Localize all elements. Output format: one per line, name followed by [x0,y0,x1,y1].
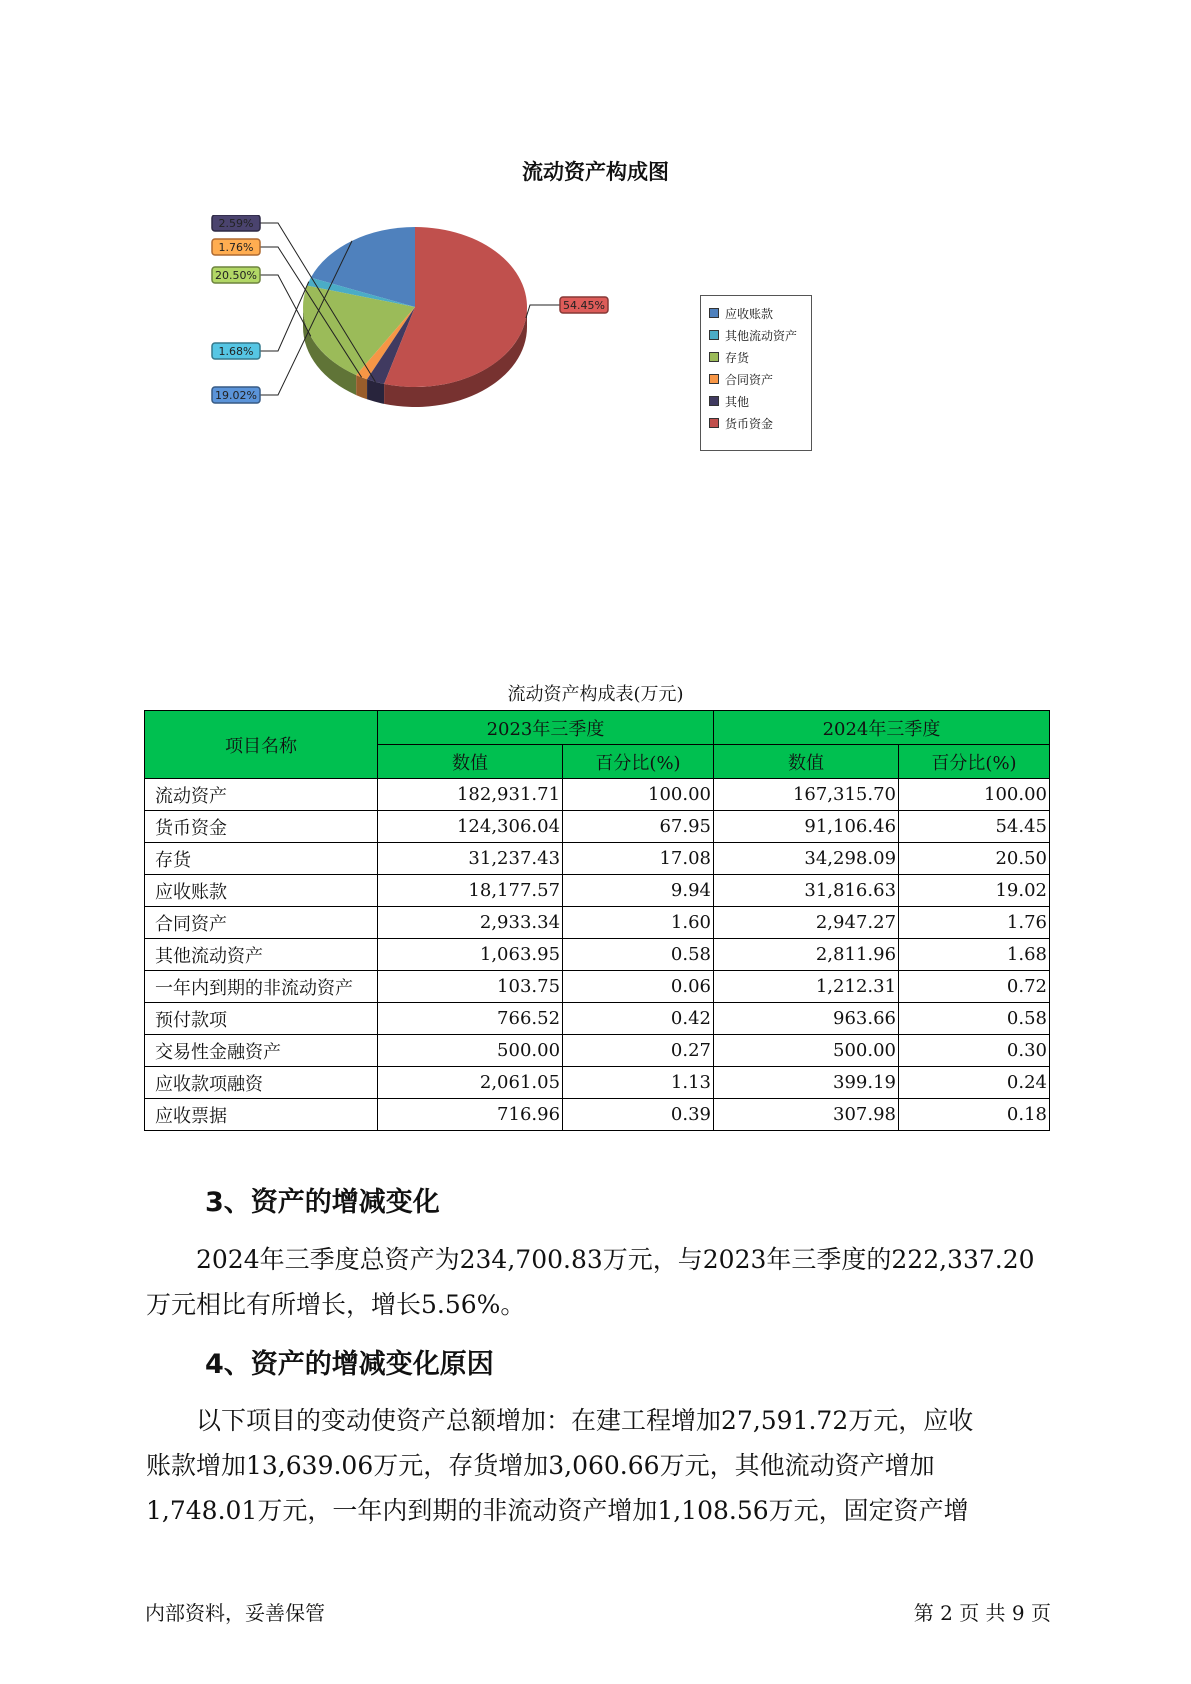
value-2024: 500.00 [713,1035,898,1067]
value-2023: 31,237.43 [378,843,563,875]
header-value-2024: 数值 [713,745,898,779]
value-2024: 399.19 [713,1067,898,1099]
row-name: 交易性金融资产 [145,1035,378,1067]
legend-label: 合同资产 [725,372,774,387]
value-2023: 766.52 [378,1003,563,1035]
value-2023: 500.00 [378,1035,563,1067]
table-row [145,875,1050,907]
percent-2023: 0.39 [563,1099,714,1131]
value-2024: 31,816.63 [713,875,898,907]
header-period-2024: 2024年三季度 [713,711,1049,745]
table-row [145,1099,1050,1131]
value-2024: 963.66 [713,1003,898,1035]
percent-2023: 0.42 [563,1003,714,1035]
value-2024: 307.98 [713,1099,898,1131]
legend-label: 其他流动资产 [725,328,798,343]
section4-heading: 4、资产的增减变化原因 [205,1349,494,1380]
chart-title: 流动资产构成图 [522,160,669,184]
table-row [145,843,1050,875]
header-period-2023: 2023年三季度 [378,711,714,745]
paragraph-line: 以下项目的变动使资产总额增加：在建工程增加27,591.72万元，应收 [146,1406,974,1435]
percent-2024: 1.76 [899,907,1050,939]
value-2023: 124,306.04 [378,811,563,843]
percent-2024: 100.00 [899,779,1050,811]
percent-2023: 100.00 [563,779,714,811]
row-name: 应收票据 [145,1099,378,1131]
data-label: 1.76% [218,241,254,254]
legend-item [701,368,811,390]
value-2024: 2,811.96 [713,939,898,971]
row-name: 存货 [145,843,378,875]
table-row [145,811,1050,843]
table-caption: 流动资产构成表(万元) [507,684,684,705]
value-2024: 1,212.31 [713,971,898,1003]
row-name: 应收款项融资 [145,1067,378,1099]
section3-paragraph [146,1237,1076,1327]
legend-swatch [709,374,719,384]
header-percent-2024: 百分比(%) [899,745,1050,779]
row-name: 预付款项 [145,1003,378,1035]
current-assets-table [144,710,1050,1131]
section3-heading: 3、资产的增减变化 [205,1187,440,1218]
legend-label: 其他 [725,394,750,409]
value-2024: 91,106.46 [713,811,898,843]
percent-2023: 0.27 [563,1035,714,1067]
row-name: 应收账款 [145,875,378,907]
header-item-name: 项目名称 [145,711,378,779]
legend-swatch [709,352,719,362]
data-label: 1.68% [218,345,254,358]
percent-2023: 1.60 [563,907,714,939]
header-value-2023: 数值 [378,745,563,779]
chart-legend [700,295,812,451]
percent-2023: 0.58 [563,939,714,971]
legend-item [701,412,811,434]
footer-confidential: 内部资料，妥善保管 [145,1601,325,1625]
value-2024: 167,315.70 [713,779,898,811]
legend-label: 货币资金 [725,416,774,431]
paragraph-line: 账款增加13,639.06万元，存货增加3,060.66万元，其他流动资产增加 [146,1451,935,1480]
section4-paragraph [146,1398,1076,1533]
leader-line [260,282,309,351]
value-2023: 103.75 [378,971,563,1003]
value-2023: 182,931.71 [378,779,563,811]
legend-item [701,346,811,368]
percent-2023: 67.95 [563,811,714,843]
legend-swatch [709,396,719,406]
percent-2024: 54.45 [899,811,1050,843]
data-label: 54.45% [563,299,605,312]
percent-2024: 1.68 [899,939,1050,971]
percent-2024: 0.30 [899,1035,1050,1067]
legend-item [701,390,811,412]
value-2023: 18,177.57 [378,875,563,907]
data-label: 19.02% [215,389,257,402]
percent-2024: 0.24 [899,1067,1050,1099]
value-2023: 2,061.05 [378,1067,563,1099]
pie-chart [190,215,670,455]
paragraph-line: 1,748.01万元，一年内到期的非流动资产增加1,108.56万元，固定资产增 [146,1496,969,1525]
leader-line [526,305,560,318]
paragraph-line: 万元相比有所增长，增长5.56%。 [146,1290,526,1319]
percent-2024: 20.50 [899,843,1050,875]
percent-2023: 1.13 [563,1067,714,1099]
table-row [145,907,1050,939]
legend-label: 存货 [725,350,750,365]
percent-2024: 0.18 [899,1099,1050,1131]
row-name: 货币资金 [145,811,378,843]
legend-swatch [709,308,719,318]
header-percent-2023: 百分比(%) [563,745,714,779]
percent-2023: 0.06 [563,971,714,1003]
legend-label: 应收账款 [725,306,774,321]
percent-2023: 9.94 [563,875,714,907]
percent-2024: 0.72 [899,971,1050,1003]
paragraph-line: 2024年三季度总资产为234,700.83万元，与2023年三季度的222,337.20 [146,1245,1035,1274]
table-row [145,1067,1050,1099]
table-row [145,971,1050,1003]
value-2023: 1,063.95 [378,939,563,971]
percent-2024: 0.58 [899,1003,1050,1035]
table-row [145,779,1050,811]
value-2023: 716.96 [378,1099,563,1131]
legend-item [701,302,811,324]
row-name: 合同资产 [145,907,378,939]
row-name: 流动资产 [145,779,378,811]
value-2024: 34,298.09 [713,843,898,875]
data-label: 2.59% [218,217,254,230]
legend-swatch [709,330,719,340]
legend-swatch [709,418,719,428]
row-name: 一年内到期的非流动资产 [145,971,378,1003]
data-label: 20.50% [215,269,257,282]
footer-page-number: 第 2 页 共 9 页 [913,1601,1051,1625]
legend-item [701,324,811,346]
percent-2024: 19.02 [899,875,1050,907]
percent-2023: 17.08 [563,843,714,875]
value-2023: 2,933.34 [378,907,563,939]
table-row [145,1003,1050,1035]
table-row [145,1035,1050,1067]
value-2024: 2,947.27 [713,907,898,939]
row-name: 其他流动资产 [145,939,378,971]
table-row [145,939,1050,971]
